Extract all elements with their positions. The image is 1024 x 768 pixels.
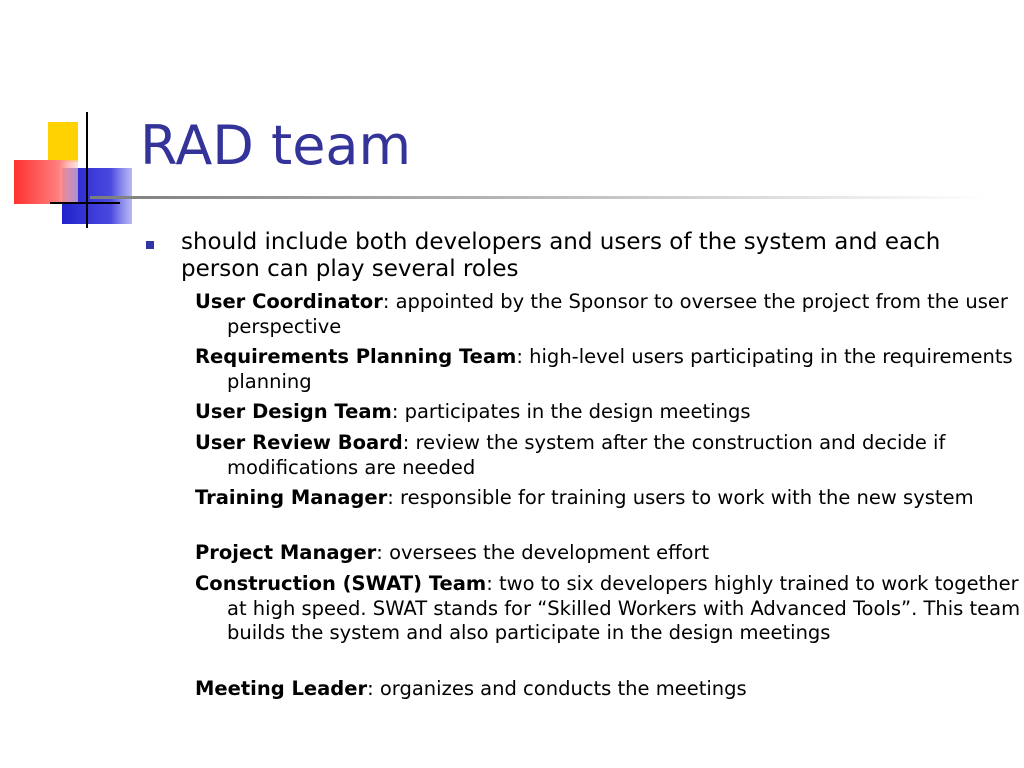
role-item [195, 486, 1024, 511]
role-item [195, 541, 1024, 566]
role-desc: : participates in the design meetings [391, 400, 751, 423]
role-desc: : high-level users participating in the requirements planning [227, 345, 1013, 393]
role-item [195, 345, 1024, 394]
role-name: Construction (SWAT) Team [195, 572, 487, 595]
bullet-square-icon [146, 241, 154, 249]
role-item [195, 677, 1024, 702]
role-name: Meeting Leader [195, 677, 368, 700]
role-name: User Review Board [195, 431, 403, 454]
role-name: Requirements Planning Team [195, 345, 517, 368]
role-item [195, 400, 1024, 425]
role-item [195, 572, 1024, 646]
role-desc: : review the system after the construction and decide if modifications are needed [227, 431, 946, 479]
role-desc: : oversees the development effort [376, 541, 710, 564]
role-item [195, 290, 1024, 339]
role-name: User Design Team [195, 400, 392, 423]
role-name: Training Manager [195, 486, 388, 509]
main-bullet-text: should include both developers and users of the system and each person can play several roles [181, 229, 941, 282]
role-desc: : responsible for training users to work with the new system [387, 486, 974, 509]
role-desc: : organizes and conducts the meetings [367, 677, 747, 700]
role-desc: : appointed by the Sponsor to oversee the project from the user perspective [227, 290, 1008, 338]
role-desc: : two to six developers highly trained to work together at high speed. SWAT stands for “Skilled Workers with Advanced Tools”. This team builds the system and also participate in the design meetings [227, 572, 1021, 644]
role-name: User Coordinator [195, 290, 383, 313]
role-name: Project Manager [195, 541, 377, 564]
role-item [195, 431, 1024, 480]
page-title: RAD team [140, 114, 412, 177]
